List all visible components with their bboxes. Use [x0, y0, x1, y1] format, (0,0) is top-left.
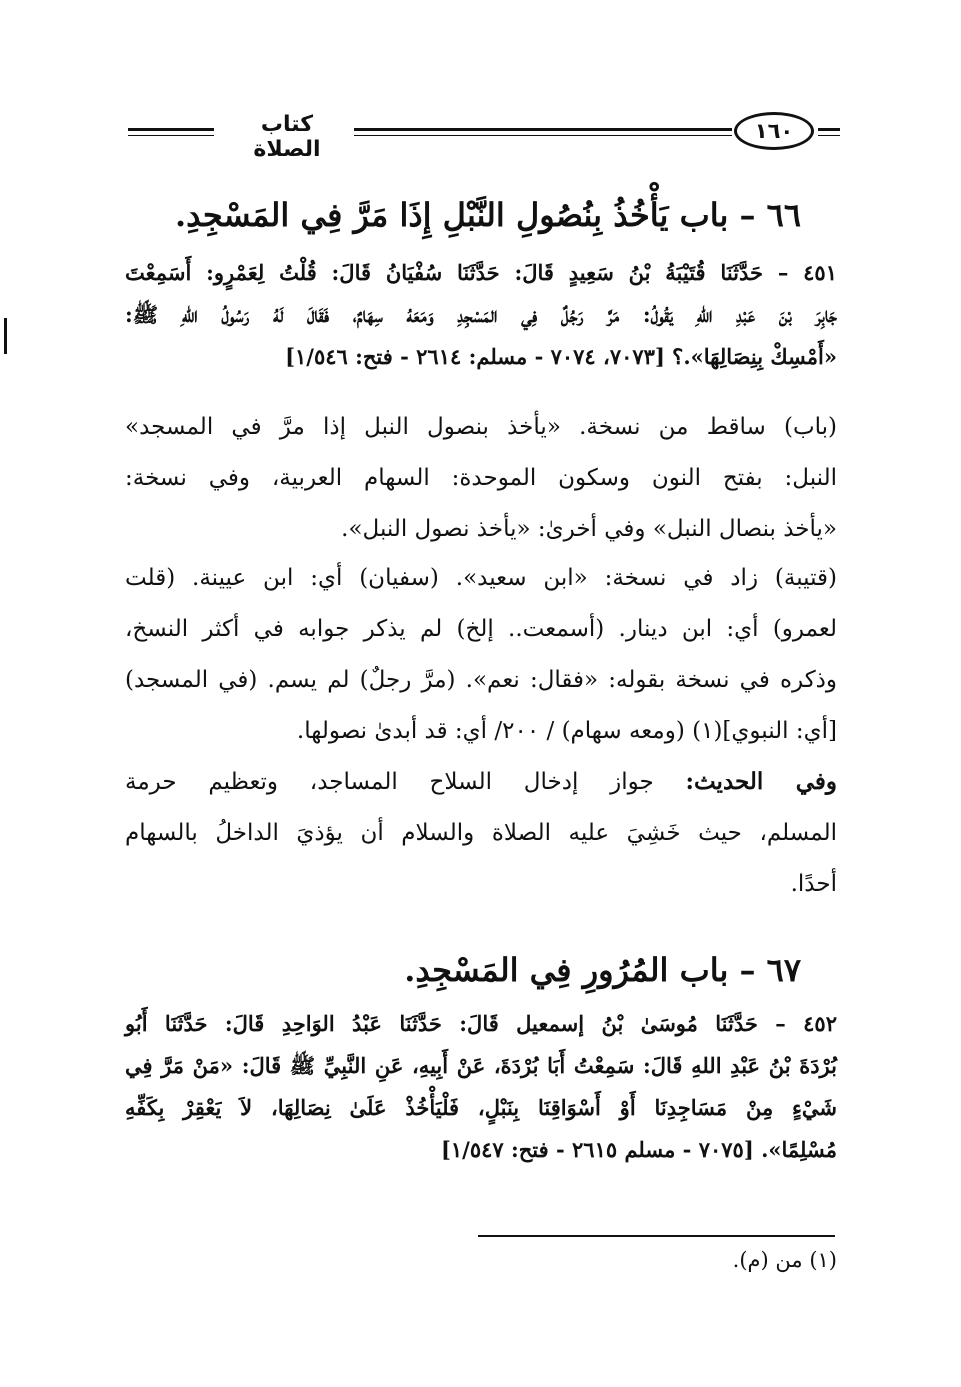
hadith-452-line-1: ٤٥٢ – حَدَّثَنَا مُوسَىٰ بْنُ إسمعيل قَالَ: حَدَّثَنَا عَبْدُ الوَاحِدِ قَالَ: حَدَّثَنَا أَبُو: [125, 1011, 837, 1036]
header-rule-middle: [354, 128, 732, 136]
commentary-lead: وفي الحديث:: [685, 768, 837, 795]
commentary-line: لعمرو) أي: ابن دينار. (أسمعت.. إلخ) لم يذكر جوابه في أكثر النسخ،: [125, 616, 837, 642]
commentary-text: جواز إدخال السلاح المساجد، وتعظيم حرمة: [125, 769, 686, 795]
hadith-452: [125, 1003, 837, 1171]
running-title: كتاب الصلاة: [253, 112, 321, 162]
chapter-title-66: ٦٦ – باب يَأْخُذُ بِنُصُولِ النَّبْلِ إِذَا مَرَّ فِي المَسْجِدِ.: [174, 196, 801, 234]
running-header: [128, 108, 840, 162]
commentary-paragraph-1: [125, 402, 837, 555]
hadith-452-line-2: بُرْدَةَ بْنُ عَبْدِ اللهِ قَالَ: سَمِعْتُ أَبَا بُرْدَةَ، عَنْ أَبِيهِ، عَنِ النَّبِيِّ ﷺ قَالَ: «مَنْ مَرَّ فِي: [125, 1053, 837, 1078]
header-rule-left: [128, 128, 214, 136]
hadith-451-line-2: جَابِرَ بْنَ عَبْدِ اللهِ يَقُولُ: مَرَّ رَجُلٌ فِي المَسْجِدِ وَمَعَهُ سِهَامٌ، فَقَالَ لَهُ رَسُولُ اللهِ ﷺ:: [125, 302, 837, 327]
commentary-line: النبل: بفتح النون وسكون الموحدة: السهام العربية، وفي نسخة:: [125, 465, 837, 491]
commentary-line: [أي: النبوي](١) (ومعه سهام) / ٢٠٠/ أي: قد أبدىٰ نصولها.: [296, 718, 837, 744]
header-rule-right: [818, 128, 840, 136]
commentary-line: أحدًا.: [790, 871, 837, 897]
footnote: (١) من (م).: [732, 1248, 837, 1272]
commentary-line: (باب) ساقط من نسخة. «يأخذ بنصول النبل إذا مرَّ في المسجد»: [125, 414, 837, 440]
commentary-line: (قتيبة) زاد في نسخة: «ابن سعيد». (سفيان) أي: ابن عيينة. (قلت: [125, 565, 837, 591]
scan-edge-mark: [4, 318, 7, 354]
footnote-separator: [478, 1235, 835, 1237]
hadith-452-line-4: مُسْلِمًا». [٧٠٧٥ - مسلم ٢٦١٥ - فتح: ١/٥٤٧]: [440, 1137, 837, 1162]
hadith-451-line-1: ٤٥١ – حَدَّثَنَا قُتَيْبَةُ بْنُ سَعِيدٍ قَالَ: حَدَّثَنَا سُفْيَانُ قَالَ: قُلْتُ لِعَمْرٍو: أَسَمِعْتَ: [125, 260, 837, 285]
page-number: ١٦٠: [734, 112, 814, 150]
commentary-paragraph-3: [125, 756, 837, 910]
commentary-line: المسلم، حيث خَشِيَ عليه الصلاة والسلام أن يؤذيَ الداخلُ بالسهام: [125, 820, 837, 846]
hadith-451-line-3: «أَمْسِكْ بِنِصَالِهَا».؟ [٧٠٧٣، ٧٠٧٤ - مسلم: ٢٦١٤ - فتح: ١/٥٤٦]: [285, 344, 837, 369]
hadith-451: [125, 252, 837, 378]
hadith-452-line-3: شَيْءٍ مِنْ مَسَاجِدِنَا أَوْ أَسْوَاقِنَا بِنَبْلٍ، فَلْيَأْخُذْ عَلَىٰ نِصَالِهَا، لاَ يَعْقِرْ بِكَفِّهِ: [125, 1095, 837, 1120]
commentary-line: [125, 756, 837, 808]
commentary-line: وذكره في نسخة بقوله: «فقال: نعم». (مرَّ رجلٌ) لم يسم. (في المسجد): [125, 667, 837, 693]
commentary-line: «يأخذ بنصال النبل» وفي أخرىٰ: «يأخذ نصول النبل».: [341, 516, 837, 542]
chapter-title-67: ٦٧ – باب المُرُورِ فِي المَسْجِدِ.: [404, 951, 801, 989]
commentary-paragraph-2: [125, 553, 837, 757]
